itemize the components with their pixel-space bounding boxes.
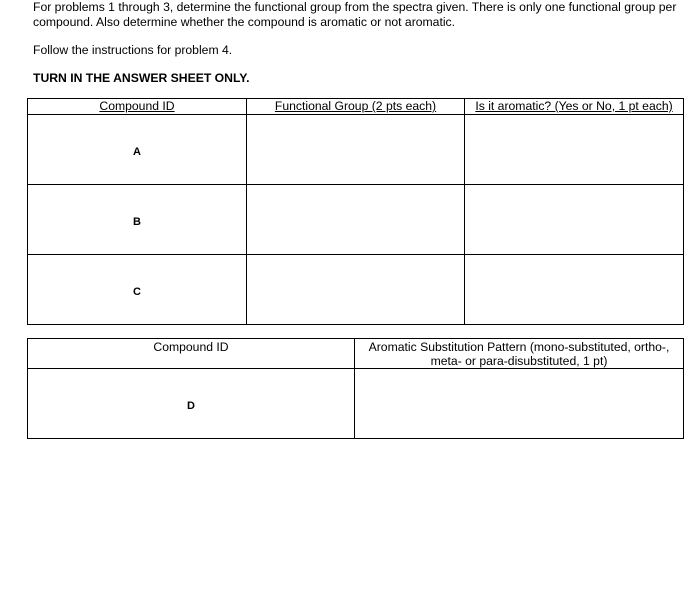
- table1-header-functional-group: Functional Group (2 pts each): [247, 99, 465, 115]
- table1-header-row: [28, 99, 684, 115]
- table-row: [28, 185, 684, 255]
- table2-header-compound-id: Compound ID: [28, 339, 355, 369]
- aromatic-answer-cell[interactable]: [465, 115, 684, 185]
- substitution-pattern-answer-cell[interactable]: [355, 369, 684, 439]
- instructions-intro: For problems 1 through 3, determine the functional group from the spectra given. There is only one functional group per compound. Also determine whether the compound is aromatic or not aromatic.: [33, 0, 677, 29]
- functional-group-answer-cell[interactable]: [247, 185, 465, 255]
- answer-table-2: [27, 338, 684, 439]
- instructions-turn-in: TURN IN THE ANSWER SHEET ONLY.: [33, 71, 250, 85]
- instructions-follow: Follow the instructions for problem 4.: [33, 43, 233, 57]
- functional-group-answer-cell[interactable]: [247, 255, 465, 325]
- aromatic-answer-cell[interactable]: [465, 255, 684, 325]
- compound-id-cell: D: [28, 369, 355, 439]
- table1-header-compound-id: Compound ID: [28, 99, 247, 115]
- answer-table-1: [27, 98, 684, 325]
- table-row: [28, 115, 684, 185]
- compound-id-cell: A: [28, 115, 247, 185]
- compound-id-cell: C: [28, 255, 247, 325]
- aromatic-answer-cell[interactable]: [465, 185, 684, 255]
- compound-id-cell: B: [28, 185, 247, 255]
- table-row: [28, 255, 684, 325]
- table2-header-row: [28, 339, 684, 369]
- table2-header-substitution-pattern: Aromatic Substitution Pattern (mono-substituted, ortho-, meta- or para-disubstituted, 1 pt): [355, 339, 684, 369]
- table1-header-aromatic: Is it aromatic? (Yes or No, 1 pt each): [465, 99, 684, 115]
- functional-group-answer-cell[interactable]: [247, 115, 465, 185]
- table-row: [28, 369, 684, 439]
